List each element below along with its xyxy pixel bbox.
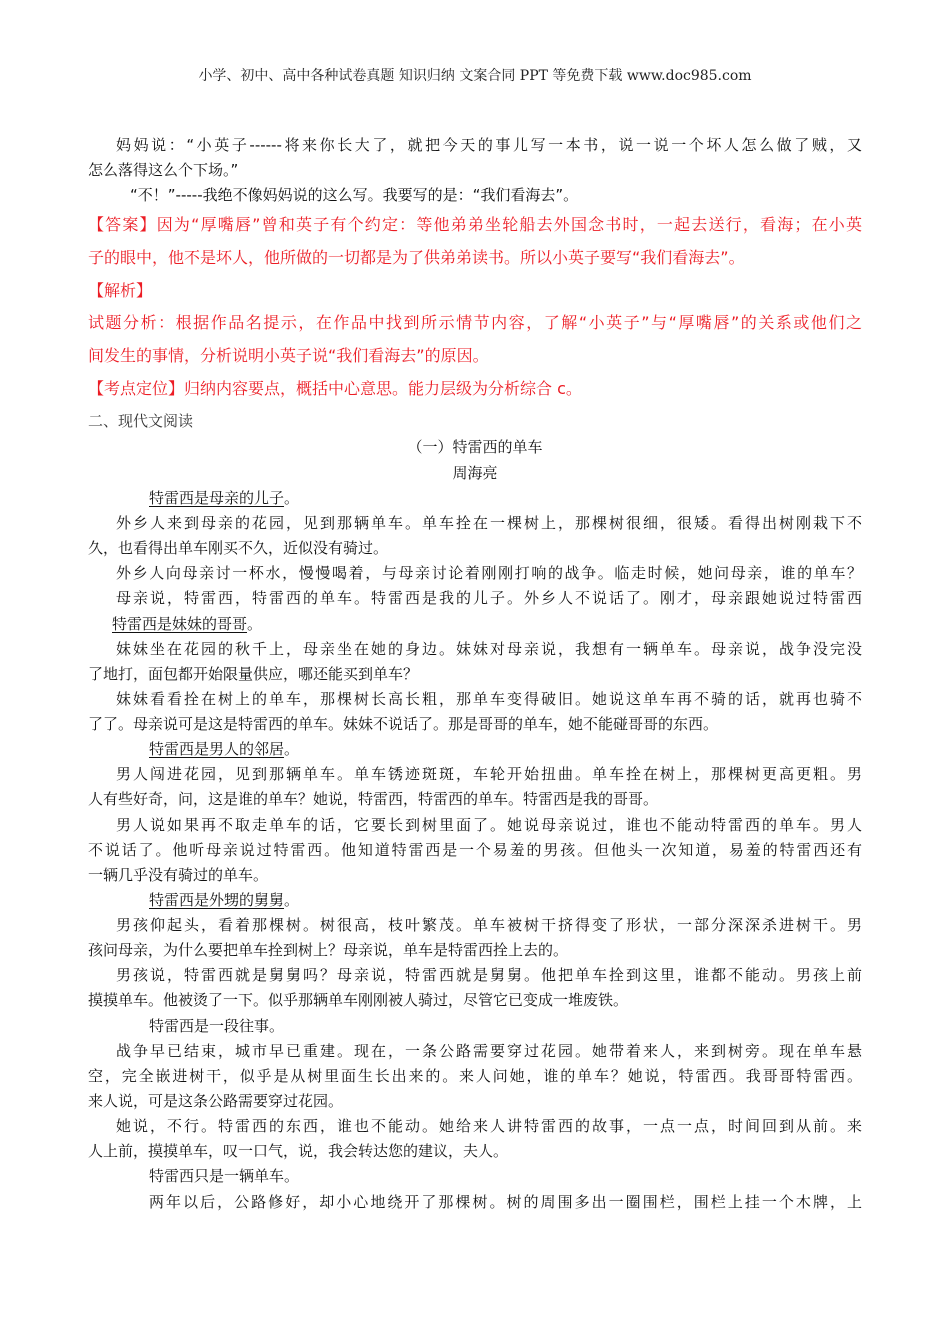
paragraph-line: 来人说，可是这条公路需要穿过花园。: [88, 1092, 344, 1110]
analysis-line: 间发生的事情，分析说明小英子说“我们看海去”的原因。: [88, 346, 489, 365]
paragraph-line: 母亲说，特雷西，特雷西的单车。特雷西是我的儿子。外乡人不说话了。刚才，母亲跟她说过特雷西: [116, 589, 862, 607]
paragraph-line: 摸摸单车。他被烫了一下。似乎那辆单车刚刚被人骑过，尽管它已变成一堆废铁。: [88, 991, 629, 1009]
paragraph-line: 空，完全嵌进树干，似乎是从树里面生长出来的。来人问她，谁的单车？她说，特雷西。我哥哥特雷西。: [88, 1067, 862, 1085]
paragraph-line: 妈妈说：“小英子------将来你长大了，就把今天的事儿写一本书，说一说一个坏人怎么做了贼，又: [116, 136, 862, 154]
section-heading: 二、现代文阅读: [88, 412, 194, 430]
key-point-line: 【考点定位】归纳内容要点，概括中心意思。能力层级为分析综合 c。: [88, 379, 582, 398]
paragraph-line: 男孩说，特雷西就是舅舅吗？母亲说，特雷西就是舅舅。他把单车拴到这里，谁都不能动。男孩上前: [116, 966, 862, 984]
paragraph-line: 战争早已结束，城市早已重建。现在，一条公路需要穿过花园。她带着来人，来到树旁。现在单车悬: [116, 1042, 862, 1060]
article-title: （一）特雷西的单车: [407, 438, 543, 456]
paragraph-line: 外乡人向母亲讨一杯水，慢慢喝着，与母亲讨论着刚刚打响的战争。临走时候，她问母亲，谁的单车？: [116, 564, 862, 582]
subheading: 特雷西是男人的邻居。: [149, 740, 300, 758]
paragraph-line: 两年以后，公路修好，却小心地绕开了那棵树。树的周围多出一圈围栏，围栏上挂一个木牌，上: [149, 1193, 862, 1211]
subheading: 特雷西只是一辆单车。: [149, 1167, 300, 1185]
paragraph-line: 一辆几乎没有骑过的单车。: [88, 866, 269, 884]
paragraph-line: 她说，不行。特雷西的东西，谁也不能动。她给来人讲特雷西的故事，一点一点，时间回到从前。来: [116, 1117, 862, 1135]
page-header: 小学、初中、高中各种试卷真题 知识归纳 文案合同 PPT 等免费下载 www.doc985.com: [198, 68, 752, 84]
subheading-text: 特雷西是男人的邻居: [149, 740, 285, 758]
analysis-heading: 【解析】: [88, 281, 153, 300]
paragraph-line: 人上前，摸摸单车，叹一口气，说，我会转达您的建议，夫人。: [88, 1142, 509, 1160]
paragraph-line: 人有些好奇，问，这是谁的单车？她说，特雷西，特雷西的单车。特雷西是我的哥哥。: [88, 790, 659, 808]
answer-line: 子的眼中，他不是坏人，他所做的一切都是为了供弟弟读书。所以小英子要写“我们看海去”。: [88, 248, 745, 267]
paragraph-line: 了地打，面包都开始限量供应，哪还能买到单车？: [88, 665, 419, 683]
paragraph-line: 男人说如果再不取走单车的话，它要长到树里面了。她说母亲说过，谁也不能动特雷西的单车。男人: [116, 816, 862, 834]
answer-line: 【答案】因为“厚嘴唇”曾和英子有个约定：等他弟弟坐轮船去外国念书时，一起去送行，看海；在小英: [88, 215, 862, 234]
subheading-text: 特雷西是妹妹的哥哥: [112, 615, 248, 633]
paragraph-line: 怎么落得这么个下场。”: [88, 161, 239, 179]
subheading-text: 特雷西是外甥的舅舅: [149, 891, 285, 909]
paragraph-line: 外乡人来到母亲的花园，见到那辆单车。单车拴在一棵树上，那棵树很细，很矮。看得出树刚栽下不: [116, 514, 862, 532]
paragraph-line: 孩问母亲，为什么要把单车拴到树上？母亲说，单车是特雷西拴上去的。: [88, 941, 569, 959]
subheading: 特雷西是外甥的舅舅。: [149, 891, 300, 909]
subheading: 特雷西是妹妹的哥哥。: [112, 615, 263, 633]
paragraph-line: 男人闯进花园，见到那辆单车。单车锈迹斑斑，车轮开始扭曲。单车拴在树上，那棵树更高更粗。男: [116, 765, 862, 783]
paragraph-line: 了了。母亲说可是这是特雷西的单车。妹妹不说话了。那是哥哥的单车，她不能碰哥哥的东西。: [88, 715, 719, 733]
paragraph-line: 久，也看得出单车刚买不久，近似没有骑过。: [88, 539, 389, 557]
subheading: 特雷西是母亲的儿子。: [149, 489, 300, 507]
paragraph-line: 妹妹看看拴在树上的单车，那棵树长高长粗，那单车变得破旧。她说这单车再不骑的话，就再也骑不: [116, 690, 862, 708]
subheading-text: 特雷西是母亲的儿子: [149, 489, 285, 507]
analysis-line: 试题分析：根据作品名提示，在作品中找到所示情节内容，了解“小英子”与“厚嘴唇”的关系或他们之: [88, 313, 862, 332]
article-author: 周海亮: [452, 464, 498, 482]
paragraph-line: 妹妹坐在花园的秋千上，母亲坐在她的身边。妹妹对母亲说，我想有一辆单车。母亲说，战争没完没: [116, 640, 862, 658]
paragraph-line: 男孩仰起头，看着那棵树。树很高，枝叶繁茂。单车被树干挤得变了形状，一部分深深杀进树干。男: [116, 916, 862, 934]
paragraph-line: “不！”-----我绝不像妈妈说的这么写。我要写的是：“我们看海去”。: [130, 186, 579, 204]
paragraph-line: 不说话了。他听母亲说过特雷西。他知道特雷西是一个易羞的男孩。但他头一次知道，易羞的特雷西还有: [88, 841, 862, 859]
subheading: 特雷西是一段往事。: [149, 1017, 285, 1035]
